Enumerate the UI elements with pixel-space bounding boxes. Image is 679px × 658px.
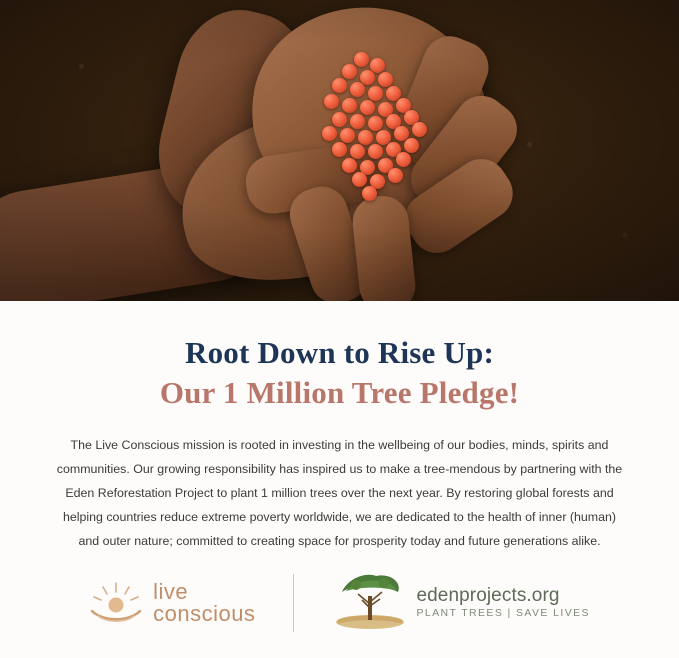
live-conscious-name-line-1: live	[153, 578, 189, 604]
acacia-tree-icon	[332, 570, 408, 635]
seed-cluster	[312, 52, 440, 200]
live-conscious-name-line-2: conscious	[153, 600, 256, 626]
live-conscious-logo[interactable]	[89, 578, 293, 626]
footer-logos	[0, 554, 679, 658]
live-conscious-wordmark	[153, 578, 256, 626]
hero-image	[0, 0, 679, 301]
headline-line-2: Our 1 Million Tree Pledge!	[159, 374, 520, 410]
eden-name: edenprojects.org	[416, 585, 560, 607]
text-content	[0, 301, 679, 553]
sunrise-icon	[89, 581, 143, 625]
eden-projects-logo[interactable]	[294, 570, 589, 635]
eden-tagline: PLANT TREES | SAVE LIVES	[416, 607, 590, 620]
body-paragraph: The Live Conscious mission is rooted in investing in the wellbeing of our bodies, minds, spirits and communities. Our growing responsibility has inspired us to make a tree-mendous by partnering with the Eden Reforestation Project to plant 1 million trees over the next year. By restoring global forests and helping countries reduce extreme poverty worldwide, we are dedicated to the health of inner (human) and outer nature; committed to creating space for prosperity today and future generations alike.	[56, 437, 623, 549]
eden-wordmark	[416, 586, 589, 619]
headline-line-1: Root Down to Rise Up:	[184, 335, 495, 371]
